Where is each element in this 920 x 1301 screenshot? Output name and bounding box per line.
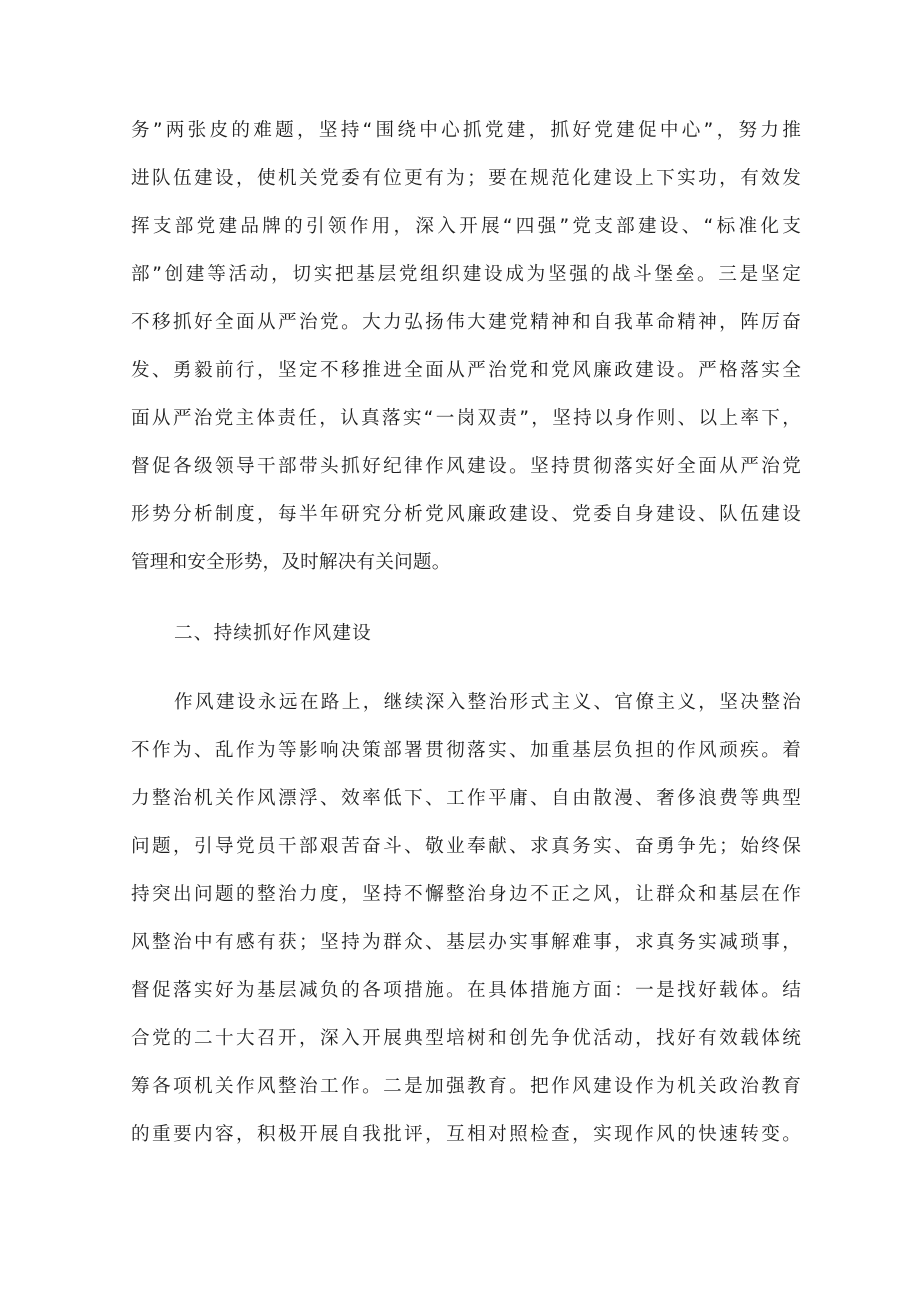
paragraph-2-line: 风整治中有感有获；坚持为群众、基层办实事解难事，求真务实减琐事， xyxy=(131,932,801,953)
paragraph-1-line: 督促各级领导干部带头抓好纪律作风建设。坚持贯彻落实好全面从严治党 xyxy=(131,456,801,477)
paragraph-1-line: 形势分析制度，每半年研究分析党风廉政建设、党委自身建设、队伍建设 xyxy=(131,504,801,525)
section-heading: 二、持续抓好作风建设 xyxy=(174,623,372,644)
paragraph-2-line: 合党的二十大召开，深入开展典型培树和创先争优活动，找好有效载体统 xyxy=(131,1028,801,1049)
paragraph-2-line: 作风建设永远在路上，继续深入整治形式主义、官僚主义，坚决整治 xyxy=(174,692,801,713)
paragraph-2-line: 筹各项机关作风整治工作。二是加强教育。把作风建设作为机关政治教育 xyxy=(131,1076,801,1097)
paragraph-2-line: 的重要内容，积极开展自我批评，互相对照检查，实现作风的快速转变。 xyxy=(131,1124,801,1145)
paragraph-1-line: 进队伍建设，使机关党委有位更有为；要在规范化建设上下实功，有效发 xyxy=(131,168,801,189)
paragraph-2-line: 督促落实好为基层减负的各项措施。在具体措施方面：一是找好载体。结 xyxy=(131,980,801,1001)
paragraph-2-line: 持突出问题的整治力度，坚持不懈整治身边不正之风，让群众和基层在作 xyxy=(131,884,801,905)
paragraph-1-line: 不移抓好全面从严治党。大力弘扬伟大建党精神和自我革命精神，阵厉奋 xyxy=(131,312,801,333)
paragraph-2-line: 问题，引导党员干部艰苦奋斗、敬业奉献、求真务实、奋勇争先；始终保 xyxy=(131,836,801,857)
paragraph-1-line: 面从严治党主体责任，认真落实“一岗双责”，坚持以身作则、以上率下， xyxy=(131,408,801,429)
paragraph-2-line: 力整治机关作风漂浮、效率低下、工作平庸、自由散漫、奢侈浪费等典型 xyxy=(131,788,801,809)
paragraph-1-line: 发、勇毅前行，坚定不移推进全面从严治党和党风廉政建设。严格落实全 xyxy=(131,360,801,381)
paragraph-1-line: 部”创建等活动，切实把基层党组织建设成为坚强的战斗堡垒。三是坚定 xyxy=(131,264,801,285)
paragraph-1-line: 管理和安全形势，及时解决有关问题。 xyxy=(131,552,451,573)
paragraph-1-line: 挥支部党建品牌的引领作用，深入开展“四强”党支部建设、“标准化支 xyxy=(131,216,801,237)
paragraph-1-line: 务”两张皮的难题，坚持“围绕中心抓党建，抓好党建促中心”，努力推 xyxy=(131,120,801,141)
paragraph-2-line: 不作为、乱作为等影响决策部署贯彻落实、加重基层负担的作风顽疾。着 xyxy=(131,740,801,761)
